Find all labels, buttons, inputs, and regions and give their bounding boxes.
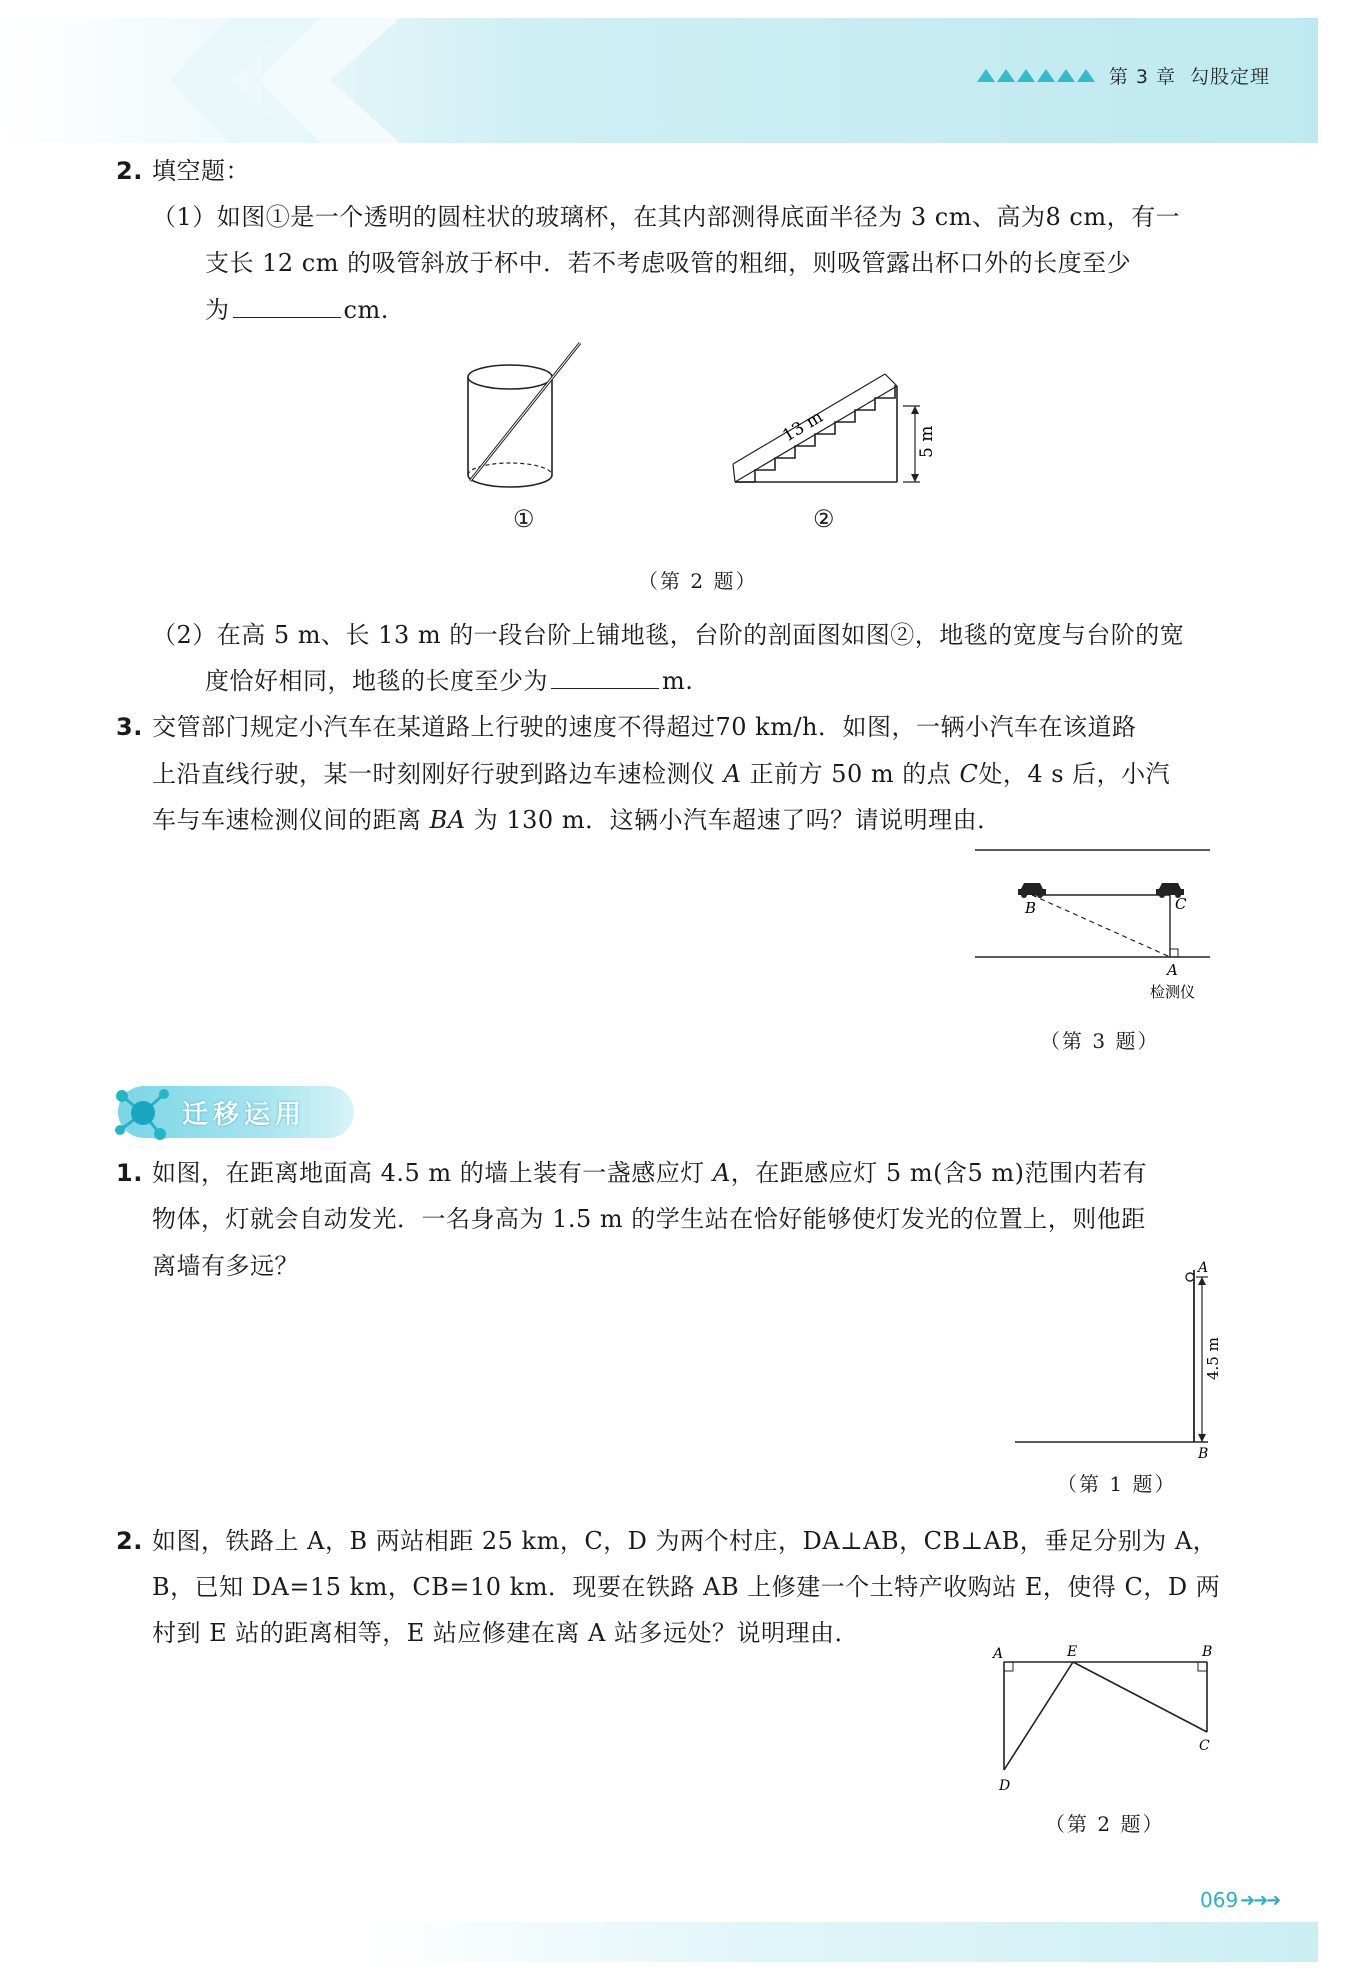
part1-prefix: 为 [205, 296, 230, 324]
detector-label: 检测仪 [1150, 983, 1196, 1001]
q3-line1 [116, 704, 1137, 751]
q3-text: 为 130 m．这辆小汽车超速了吗？请说明理由． [473, 806, 1002, 834]
part2-prefix: 度恰好相同，地毯的长度至少为 [205, 667, 548, 695]
variable-a: A [712, 1159, 731, 1187]
label-b: B [1202, 1644, 1213, 1660]
fill-in-heading [116, 148, 250, 195]
part1-line3 [205, 287, 389, 334]
variable-c: C [959, 760, 979, 788]
question-number: 2. [116, 157, 143, 185]
q3-text: 上沿直线行驶，某一时刻刚好行驶到路边车速检测仪 [152, 760, 716, 788]
q3-text: 交管部门规定小汽车在某道路上行驶的速度不得超过70 km/h．如图，一辆小汽车在该道路 [152, 713, 1137, 741]
label-c: C [1199, 1738, 1210, 1754]
label-d: D [999, 1778, 1011, 1794]
section-title: 迁移运用 [182, 1100, 307, 1130]
figure1-label: ① [513, 505, 535, 533]
m1-text: ，在距感应灯 5 m(含5 m)范围内若有 [730, 1159, 1147, 1187]
glass-cup-figure [455, 335, 595, 495]
header-chevron-decoration [170, 18, 470, 143]
chapter-label: 第 3 章 [1108, 66, 1176, 88]
q3-text: 处，4 s 后，小汽 [978, 760, 1171, 788]
m2-line1 [116, 1518, 1217, 1565]
figure2-label: ② [813, 505, 835, 533]
m1-line3: 离墙有多远？ [152, 1252, 299, 1280]
wall-height-label: 4.5 m [1204, 1337, 1222, 1380]
question-number: 1. [116, 1159, 143, 1187]
staircase-figure [725, 370, 940, 490]
m1-line2: 物体，灯就会自动发光．一名身高为 1.5 m 的学生站在恰好能够使灯发光的位置上，则他距 [152, 1205, 1146, 1233]
label-b: B [1025, 899, 1037, 917]
footer-band [360, 1922, 1318, 1962]
car-icon [1018, 883, 1046, 898]
running-header [977, 62, 1270, 89]
label-b: B [1198, 1446, 1209, 1460]
figure-caption: （第 2 题） [1045, 1812, 1165, 1836]
part2-line1: （2）在高 5 m、长 13 m 的一段台阶上铺地毯，台阶的剖面图如图②，地毯的宽度与台阶的宽 [152, 621, 1185, 649]
label-c: C [1175, 895, 1187, 913]
chapter-title: 勾股定理 [1189, 66, 1270, 88]
slope-length-label: 13 m [779, 406, 827, 447]
answer-blank[interactable] [233, 289, 341, 318]
q3-line2 [152, 751, 1170, 798]
stair-height-label: 5 m [917, 425, 937, 458]
figure-caption: （第 3 题） [1040, 1029, 1160, 1053]
part2-line2 [205, 658, 693, 705]
arrow-right-icon: ➜➜➜ [1240, 1890, 1280, 1911]
m1-line1 [116, 1150, 1147, 1197]
answer-blank[interactable] [551, 660, 659, 689]
wall-light-figure [1010, 1260, 1240, 1460]
figure-caption: （第 2 题） [638, 569, 758, 593]
m2-line3: 村到 E 站的距离相等，E 站应修建在离 A 站多远处？说明理由． [152, 1619, 860, 1647]
figure-caption: （第 1 题） [1057, 1472, 1177, 1496]
question-number: 3. [116, 713, 143, 741]
q3-text: 车与车速检测仪间的距离 [152, 806, 422, 834]
q3-text: 正前方 50 m 的点 [749, 760, 952, 788]
q3-line3 [152, 797, 1002, 844]
part1-line2: 支长 12 cm 的吸管斜放于杯中．若不考虑吸管的粗细，则吸管露出杯口外的长度至少 [205, 249, 1132, 277]
speed-detector-figure [970, 845, 1220, 1005]
m2-line2: B，已知 DA=15 km，CB=10 km．现要在铁路 AB 上修建一个土特产收购站 E，使得 C，D 两 [152, 1573, 1221, 1601]
m1-text: 如图，在距离地面高 4.5 m 的墙上装有一盏感应灯 [152, 1159, 705, 1187]
part2-unit: m. [662, 667, 694, 695]
label-a: A [1198, 1260, 1209, 1276]
label-a: A [1167, 961, 1178, 979]
part1-line1: （1）如图①是一个透明的圆柱状的玻璃杯，在其内部测得底面半径为 3 cm、高为8 cm，有一 [152, 203, 1181, 231]
molecule-icon [108, 1078, 178, 1148]
m2-text: 如图，铁路上 A，B 两站相距 25 km，C，D 为两个村庄，DA⊥AB，CB⊥AB，垂足分别为 A， [152, 1527, 1218, 1555]
label-a: A [993, 1646, 1004, 1662]
page-number: 069 [1200, 1888, 1239, 1912]
question-title: 填空题： [152, 157, 250, 185]
label-e: E [1067, 1644, 1078, 1660]
variable-ba: BA [429, 806, 466, 834]
variable-a: A [723, 760, 742, 788]
part1-unit: cm. [343, 296, 389, 324]
mountain-decoration-icon [977, 69, 1095, 82]
question-number: 2. [116, 1527, 143, 1555]
railway-figure [985, 1640, 1215, 1800]
